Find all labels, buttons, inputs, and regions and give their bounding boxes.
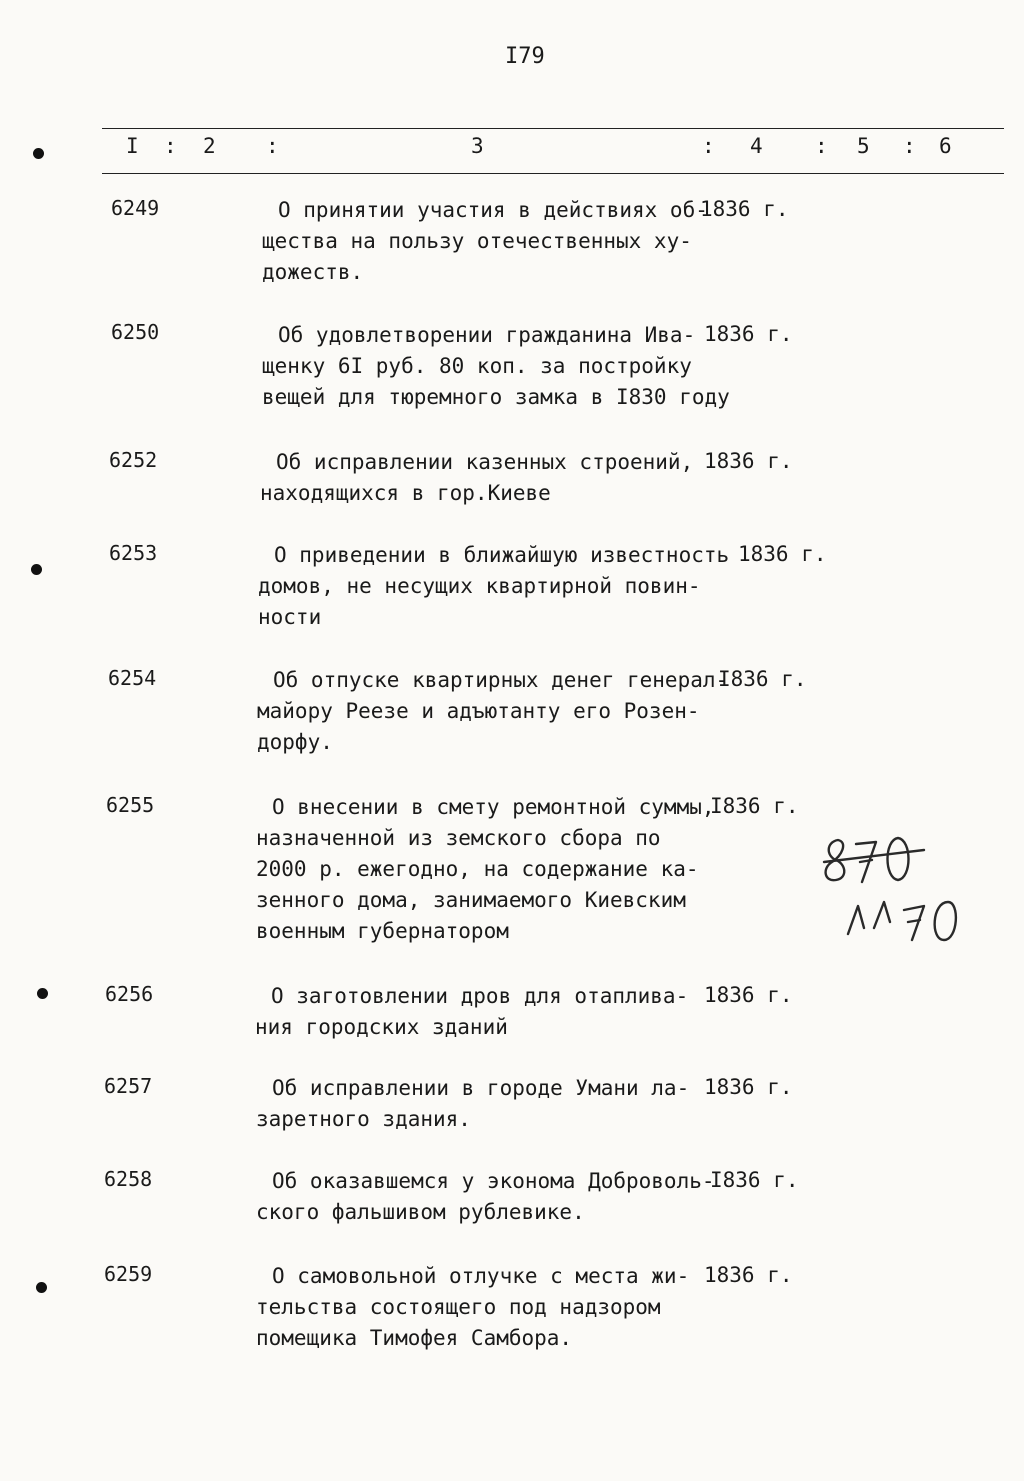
- col-6: 6: [939, 134, 952, 158]
- title-line: О заготовлении дров для отаплива-: [271, 984, 689, 1008]
- case-number: 6256: [105, 982, 154, 1006]
- col-4: 4: [750, 134, 763, 158]
- sep-3: :: [702, 134, 715, 158]
- title-line: дорфу.: [257, 730, 333, 754]
- sep-4: :: [815, 134, 828, 158]
- title-line: дожеств.: [262, 260, 364, 284]
- header-rule-bottom: [102, 173, 1004, 174]
- title-line: щества на пользу отечественных ху-: [262, 229, 692, 253]
- case-date: I836 г.: [710, 794, 799, 818]
- title-line: О самовольной отлучке с места жи-: [272, 1264, 690, 1288]
- case-number: 6258: [104, 1167, 153, 1191]
- case-number: 6255: [106, 793, 155, 817]
- punch-hole-mark: [33, 148, 44, 159]
- title-line: назначенной из земского сбора по: [256, 826, 661, 850]
- title-line: О принятии участия в действиях об-: [278, 198, 708, 222]
- case-number: 6257: [104, 1074, 153, 1098]
- case-date: 1836 г.: [738, 542, 827, 566]
- punch-hole-mark: [37, 988, 48, 999]
- col-5: 5: [857, 134, 870, 158]
- title-line: Об отпуске квартирных денег генерал-: [273, 668, 729, 692]
- case-date: 1836 г.: [704, 322, 793, 346]
- case-number: 6249: [111, 196, 160, 220]
- current-folio-text: [818, 822, 819, 823]
- col-3: 3: [471, 134, 484, 158]
- case-date: 1836 г.: [704, 1263, 793, 1287]
- case-date: I836 г.: [710, 1168, 799, 1192]
- title-line: домов, не несущих квартирной повин-: [258, 574, 701, 598]
- sep-1: :: [164, 134, 177, 158]
- header-rule-top: [102, 128, 1004, 129]
- case-number: 6250: [111, 320, 160, 344]
- case-number: 6253: [109, 541, 158, 565]
- title-line: Об исправлении в городе Умани ла-: [272, 1076, 690, 1100]
- title-line: щенку 6I руб. 80 коп. за постройку: [262, 354, 692, 378]
- title-line: заретного здания.: [256, 1107, 471, 1131]
- title-line: Об исправлении казенных строений,: [276, 450, 694, 474]
- title-line: 2000 р. ежегодно, на содержание ка-: [256, 857, 699, 881]
- title-line: Об оказавшемся у эконома Доброволь-: [272, 1169, 715, 1193]
- title-line: ности: [258, 605, 322, 629]
- col-2: 2: [203, 134, 216, 158]
- handwritten-folio-note: [818, 822, 988, 947]
- title-line: ния городских зданий: [255, 1015, 508, 1039]
- case-date: I836 г.: [718, 667, 807, 691]
- title-line: помещика Тимофея Самбора.: [256, 1326, 573, 1350]
- title-line: ского фальшивом рублевике.: [256, 1200, 585, 1224]
- case-title: [258, 540, 818, 633]
- title-line: тельства состоящего под надзором: [256, 1295, 661, 1319]
- title-line: О приведении в ближайшую известность: [274, 543, 730, 567]
- case-number: 6254: [108, 666, 157, 690]
- page-number: I79: [505, 44, 545, 69]
- title-line: находящихся в гор.Киеве: [260, 481, 551, 505]
- title-line: вещей для тюремного замка в I830 году: [262, 385, 730, 409]
- case-date: 1836 г.: [704, 449, 793, 473]
- case-number: 6252: [109, 448, 158, 472]
- case-date: 1836 г.: [700, 197, 789, 221]
- punch-hole-mark: [31, 564, 42, 575]
- sep-5: :: [903, 134, 916, 158]
- title-line: Об удовлетворении гражданина Ива-: [278, 323, 696, 347]
- case-date: 1836 г.: [704, 1075, 793, 1099]
- case-number: 6259: [104, 1262, 153, 1286]
- title-line: майору Реезе и адъютанту его Розен-: [257, 699, 700, 723]
- col-1: I: [126, 134, 139, 158]
- title-line: зенного дома, занимаемого Киевским: [256, 888, 686, 912]
- title-line: О внесении в смету ремонтной суммы,: [272, 795, 715, 819]
- handwritten-folio-drawing: [818, 822, 988, 947]
- sep-2: :: [266, 134, 279, 158]
- title-line: военным губернатором: [256, 919, 509, 943]
- case-date: 1836 г.: [704, 983, 793, 1007]
- punch-hole-mark: [36, 1282, 47, 1293]
- crossed-folio-text: 8: [818, 822, 819, 823]
